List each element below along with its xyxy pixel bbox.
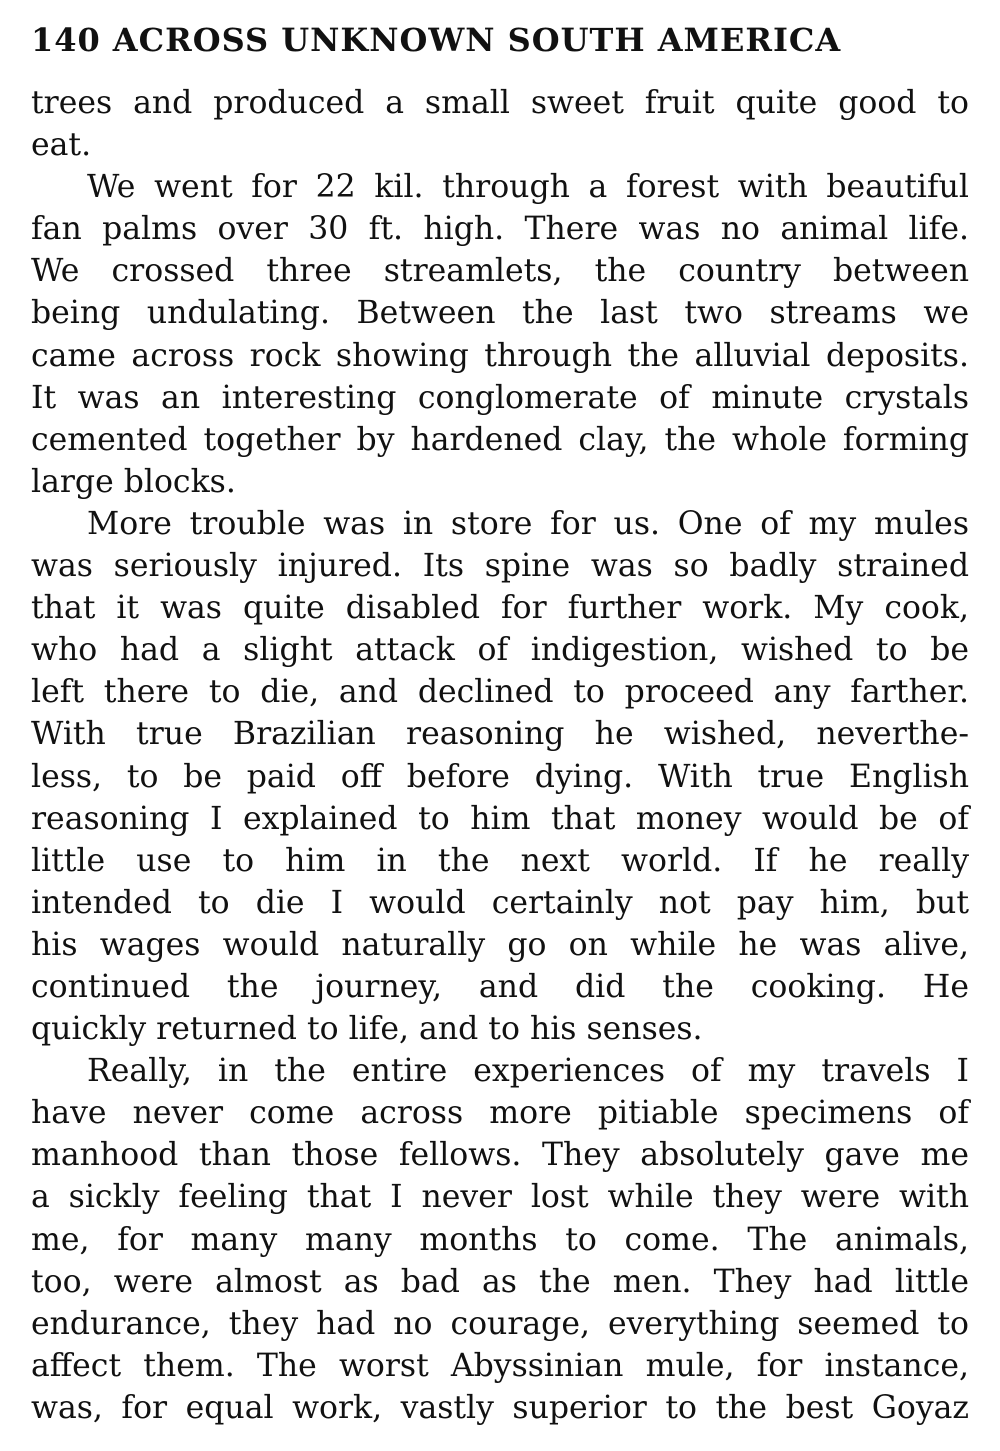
- text-line: that it was quite disabled for further work. My cook,: [31, 590, 969, 627]
- text-line: Really, in the entire experiences of my travels I: [87, 1053, 969, 1090]
- paragraph: [31, 82, 969, 166]
- text-line: was, for equal work, vastly superior to the best Goyaz: [31, 1389, 969, 1426]
- text-line: who had a slight attack of indigestion, wished to be: [31, 632, 969, 669]
- text-line: being undulating. Between the last two streams we: [31, 295, 969, 332]
- text-line: came across rock showing through the alluvial deposits.: [31, 337, 969, 374]
- text-line: have never come across more pitiable specimens of: [31, 1095, 969, 1132]
- text-line: cemented together by hardened clay, the whole forming: [31, 421, 969, 458]
- text-line: With true Brazilian reasoning he wished, neverthe-: [31, 716, 969, 753]
- text-line: affect them. The worst Abyssinian mule, for instance,: [31, 1347, 969, 1384]
- text-line: less, to be paid off before dying. With true English: [31, 758, 969, 795]
- text-line: me, for many many months to come. The animals,: [31, 1221, 969, 1258]
- paragraph: [31, 503, 969, 1050]
- text-line: continued the journey, and did the cooking. He: [31, 968, 969, 1005]
- text-line: More trouble was in store for us. One of my mules: [87, 505, 969, 542]
- text-line: We crossed three streamlets, the country between: [31, 253, 969, 290]
- text-line: quickly returned to life, and to his senses.: [31, 1011, 703, 1048]
- text-line: little use to him in the next world. If he really: [31, 842, 969, 879]
- text-line: a sickly feeling that I never lost while they were with: [31, 1179, 969, 1216]
- text-line: eat.: [31, 127, 92, 164]
- text-line: was seriously injured. Its spine was so badly strained: [31, 548, 969, 585]
- page-number: 140: [31, 21, 101, 59]
- text-line: manhood than those fellows. They absolutely gave me: [31, 1137, 969, 1174]
- text-line: It was an interesting conglomerate of minute crystals: [31, 379, 969, 416]
- text-line: trees and produced a small sweet fruit quite good to: [31, 85, 969, 121]
- text-line: endurance, they had no courage, everything seemed to: [31, 1305, 969, 1342]
- text-line: large blocks.: [31, 463, 236, 500]
- text-line: intended to die I would certainly not pay him, but: [31, 884, 969, 921]
- text-line: his wages would naturally go on while he was alive,: [31, 926, 969, 963]
- text-line: too, were almost as bad as the men. They had little: [31, 1263, 969, 1300]
- text-line: reasoning I explained to him that money would be of: [31, 800, 969, 837]
- body-text: [31, 82, 969, 1429]
- running-title: ACROSS UNKNOWN SOUTH AMERICA: [112, 21, 842, 59]
- paragraph: [31, 1050, 969, 1429]
- text-line: fan palms over 30 ft. high. There was no animal life.: [31, 211, 969, 248]
- text-line: We went for 22 kil. through a forest with beautiful: [87, 169, 969, 206]
- paragraph: [31, 166, 969, 503]
- text-line: left there to die, and declined to proceed any farther.: [31, 674, 969, 711]
- running-header: [31, 18, 971, 62]
